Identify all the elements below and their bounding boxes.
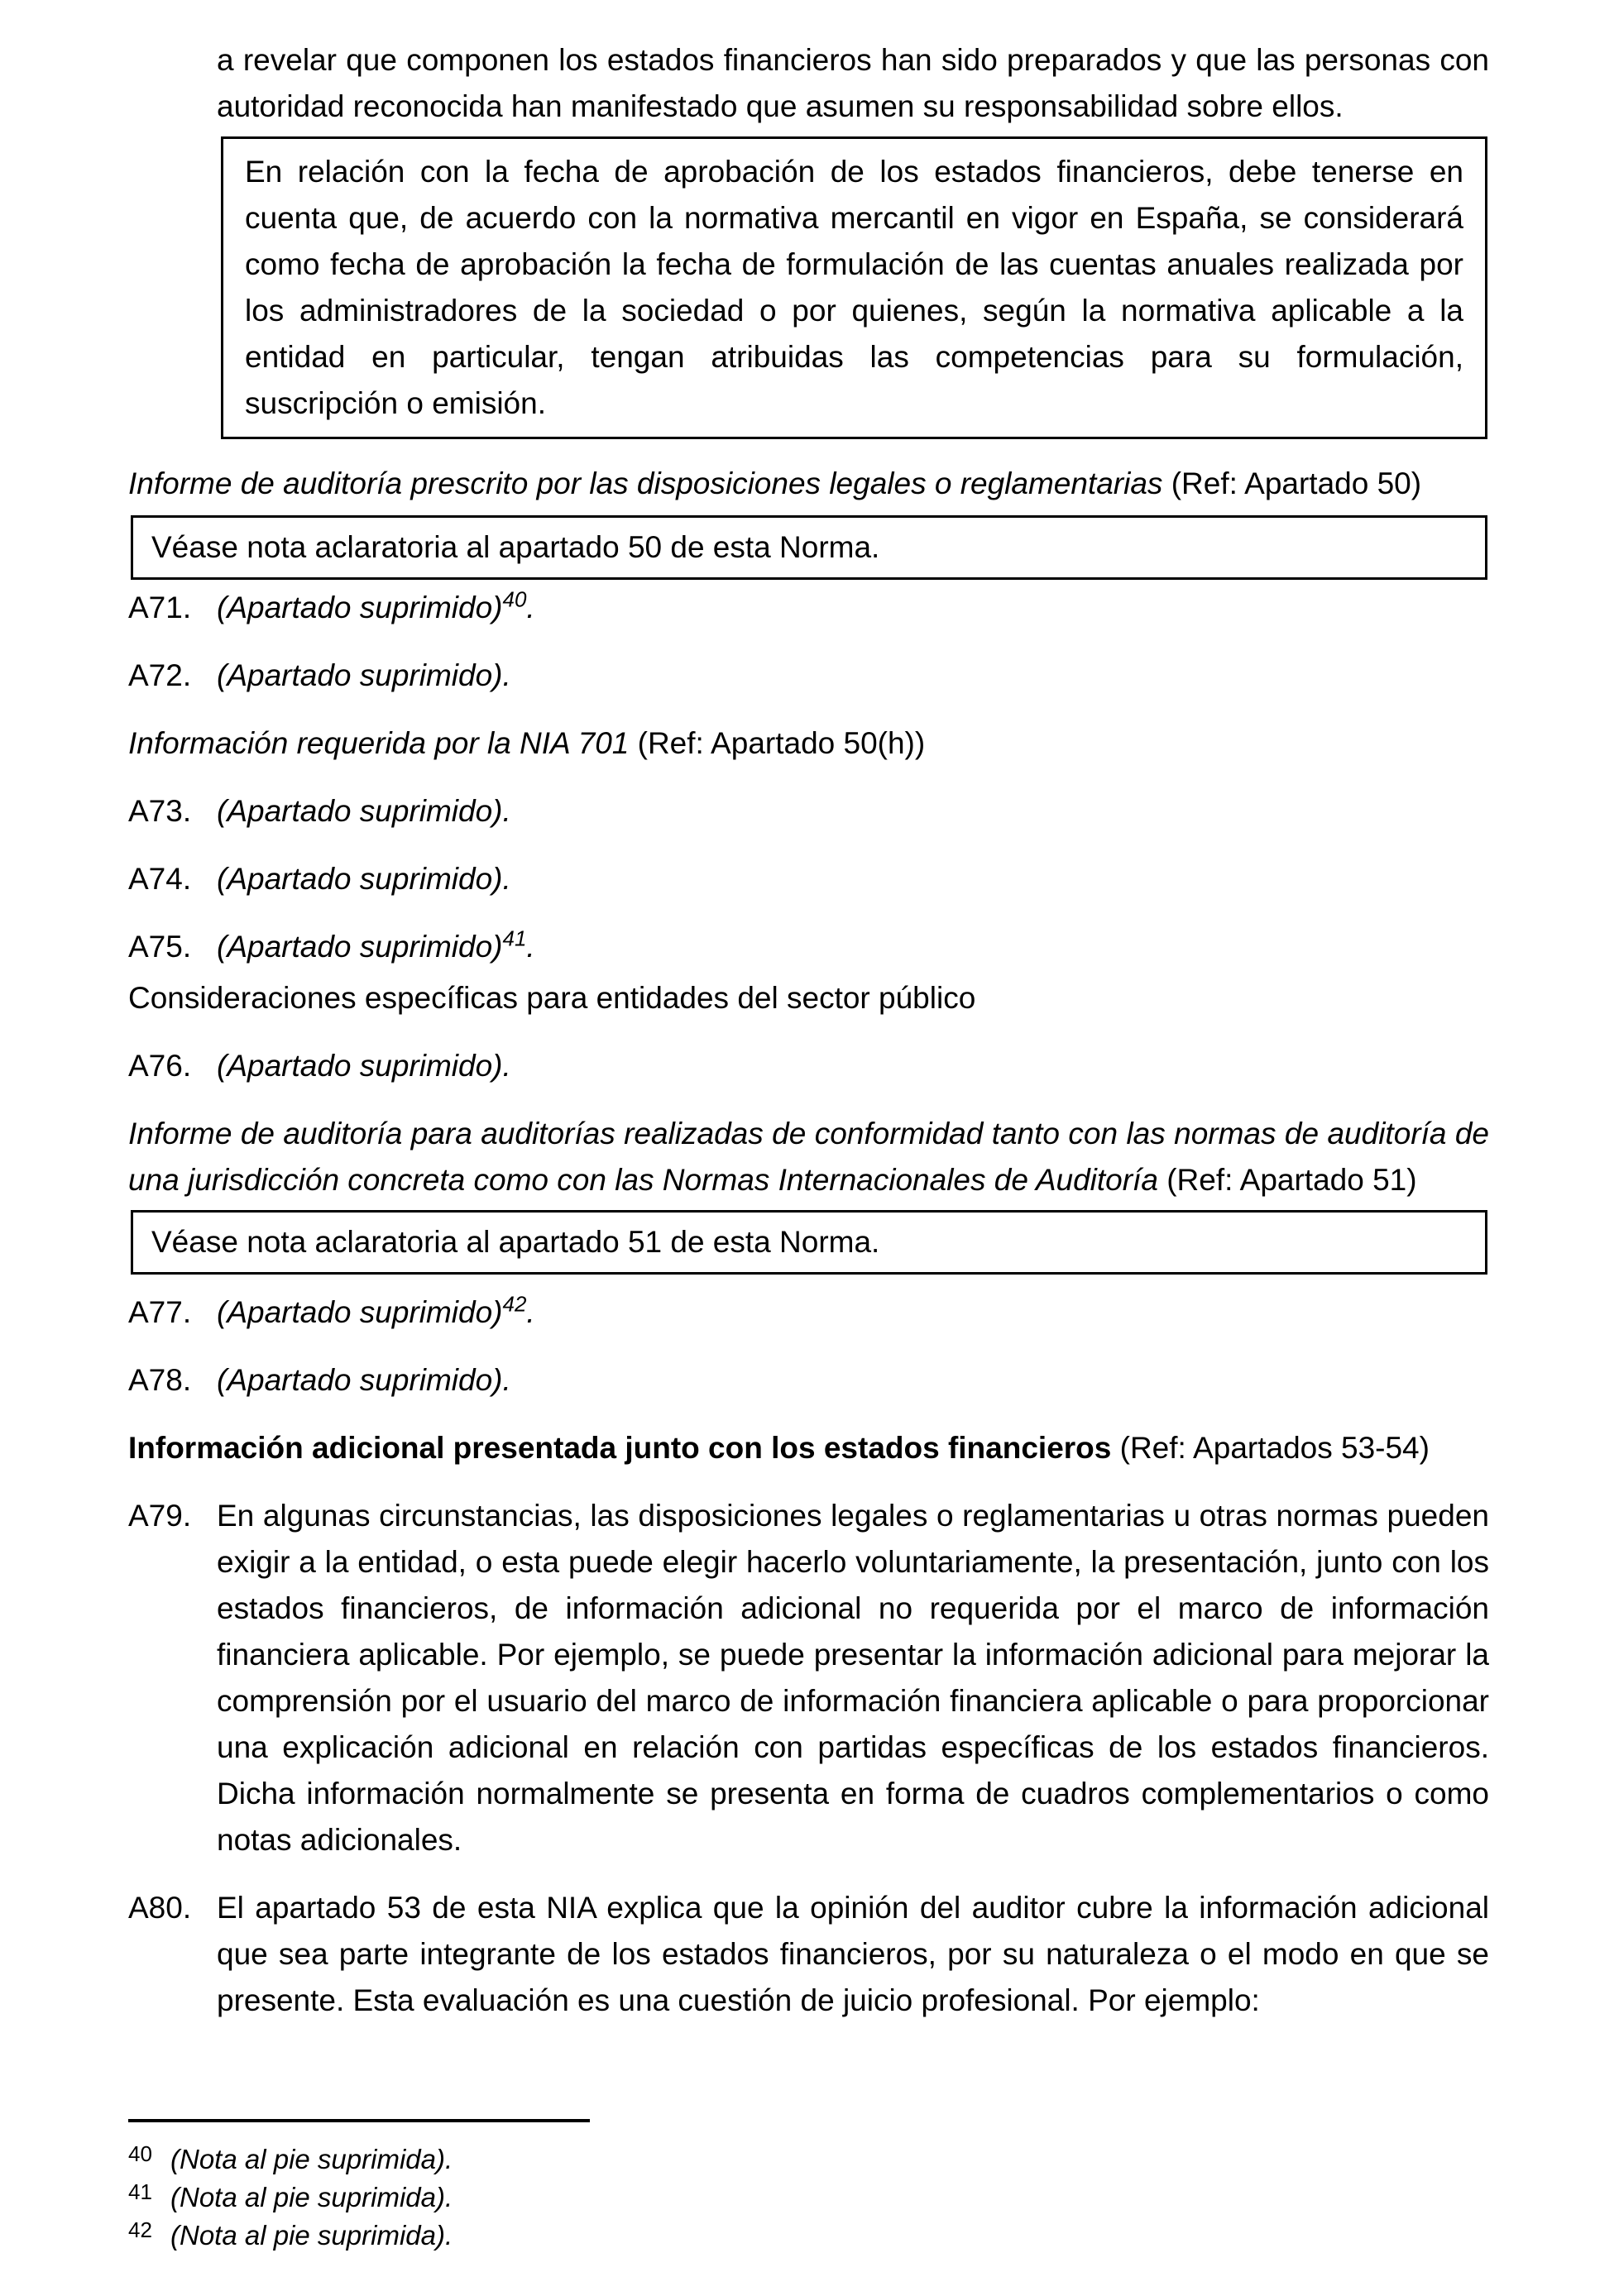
item-a73-label: A73. bbox=[128, 794, 192, 828]
item-a79-text: En algunas circunstancias, las disposiciones legales o reglamentarias u otras normas pueden exigir a la entidad, o esta puede elegir hacerlo voluntariamente, la presentación, junto con los estados financieros, de información adicional no requerida por el marco de información financiera aplicable. Por ejemplo, se puede presentar la información adicional para mejorar la comprensión por el usuario del marco de información financiera aplicable o para proporcionar una explicación adicional en relación con partidas específicas de los estados financieros. Dicha información normalmente se presenta en forma de cuadros complementarios o como notas adicionales. bbox=[217, 1499, 1489, 1857]
page-content bbox=[128, 37, 1489, 2024]
note-box-apartado-50-text: Véase nota aclaratoria al apartado 50 de esta Norma. bbox=[151, 530, 880, 564]
item-a77-label: A77. bbox=[128, 1295, 192, 1329]
item-a72 bbox=[128, 653, 1489, 699]
approval-date-note-text: En relación con la fecha de aprobación de los estados financieros, debe tenerse en cuenta que, de acuerdo con la normativa mercantil en vigor en España, se considerará como fecha de aprobación la fecha de formulación de las cuentas anuales realizada por los administradores de la sociedad o por quienes, según la normativa aplicable a la entidad en particular, tengan atribuidas las competencias para su formulación, suscripción o emisión. bbox=[245, 155, 1463, 420]
footnote-42-number: 42 bbox=[128, 2217, 152, 2242]
footnote-40-text: (Nota al pie suprimida). bbox=[170, 2144, 453, 2174]
item-a76-label: A76. bbox=[128, 1049, 192, 1083]
item-a77 bbox=[128, 1289, 1489, 1336]
item-a75-text: (Apartado suprimido) bbox=[217, 930, 503, 964]
continuation-paragraph-text: a revelar que componen los estados financieros han sido preparados y que las personas con autoridad reconocida han manifestado que asumen su responsabilidad sobre ellos. bbox=[217, 43, 1489, 123]
item-a75 bbox=[128, 924, 1489, 970]
heading-informacion-adicional-title: Información adicional presentada junto con los estados financieros bbox=[128, 1431, 1112, 1465]
heading-informacion-adicional bbox=[128, 1425, 1489, 1471]
item-a80-label: A80. bbox=[128, 1891, 192, 1925]
item-a80 bbox=[128, 1885, 1489, 2024]
item-a79-label: A79. bbox=[128, 1499, 192, 1533]
item-a74-label: A74. bbox=[128, 862, 192, 896]
item-a78 bbox=[128, 1357, 1489, 1404]
item-a71 bbox=[128, 585, 1489, 631]
footnote-40-number: 40 bbox=[128, 2141, 152, 2166]
item-a71-label: A71. bbox=[128, 591, 192, 624]
item-a79 bbox=[128, 1493, 1489, 1863]
footnote-42-text: (Nota al pie suprimida). bbox=[170, 2220, 453, 2251]
footnote-ref-41: 41 bbox=[502, 926, 527, 951]
subheading-sector-publico bbox=[128, 975, 1489, 1021]
item-a77-text: (Apartado suprimido) bbox=[217, 1295, 503, 1329]
footnote-40 bbox=[128, 2141, 1489, 2179]
footnote-41 bbox=[128, 2179, 1489, 2217]
item-a74 bbox=[128, 856, 1489, 902]
note-box-apartado-51-text: Véase nota aclaratoria al apartado 51 de esta Norma. bbox=[151, 1225, 880, 1259]
item-a77-period: . bbox=[526, 1295, 535, 1329]
item-a76 bbox=[128, 1043, 1489, 1089]
item-a78-label: A78. bbox=[128, 1363, 192, 1397]
subheading-sector-publico-text: Consideraciones específicas para entidades del sector público bbox=[128, 981, 976, 1015]
footnote-ref-42: 42 bbox=[502, 1291, 527, 1317]
heading-informe-conformidad bbox=[128, 1111, 1489, 1203]
footnotes-section bbox=[128, 2119, 1489, 2255]
heading-nia-701-ref: (Ref: Apartado 50(h)) bbox=[629, 726, 926, 760]
item-a78-text: (Apartado suprimido). bbox=[217, 1363, 511, 1397]
note-box-apartado-51 bbox=[131, 1210, 1487, 1275]
item-a76-text: (Apartado suprimido). bbox=[217, 1049, 511, 1083]
footnote-separator bbox=[128, 2119, 590, 2122]
item-a71-period: . bbox=[526, 591, 535, 624]
footnote-42 bbox=[128, 2217, 1489, 2255]
item-a80-text: El apartado 53 de esta NIA explica que la opinión del auditor cubre la información adicional que sea parte integrante de los estados financieros, por su naturaleza o el modo en que se presente. Esta evaluación es una cuestión de juicio profesional. Por ejemplo: bbox=[217, 1891, 1489, 2017]
footnote-ref-40: 40 bbox=[502, 586, 527, 612]
item-a72-label: A72. bbox=[128, 658, 192, 692]
item-a71-text: (Apartado suprimido) bbox=[217, 591, 503, 624]
item-a73-text: (Apartado suprimido). bbox=[217, 794, 511, 828]
heading-informe-conformidad-ref: (Ref: Apartado 51) bbox=[1157, 1163, 1417, 1197]
item-a72-text: (Apartado suprimido). bbox=[217, 658, 511, 692]
heading-informe-prescrito-ref: (Ref: Apartado 50) bbox=[1162, 466, 1422, 500]
item-a75-label: A75. bbox=[128, 930, 192, 964]
heading-informacion-adicional-ref: (Ref: Apartados 53-54) bbox=[1111, 1431, 1430, 1465]
footnote-41-text: (Nota al pie suprimida). bbox=[170, 2182, 453, 2212]
heading-informe-conformidad-title: Informe de auditoría para auditorías realizadas de conformidad tanto con las normas de auditoría de una jurisdicción concreta como con las Normas Internacionales de Auditoría bbox=[128, 1117, 1489, 1197]
note-box-apartado-50 bbox=[131, 515, 1487, 580]
continuation-paragraph bbox=[128, 37, 1489, 130]
approval-date-note-box bbox=[221, 136, 1487, 439]
item-a74-text: (Apartado suprimido). bbox=[217, 862, 511, 896]
heading-informe-prescrito bbox=[128, 461, 1489, 507]
heading-nia-701-title: Información requerida por la NIA 701 bbox=[128, 726, 630, 760]
heading-nia-701 bbox=[128, 720, 1489, 767]
item-a75-period: . bbox=[526, 930, 535, 964]
item-a73 bbox=[128, 788, 1489, 835]
heading-informe-prescrito-title: Informe de auditoría prescrito por las disposiciones legales o reglamentarias bbox=[128, 466, 1163, 500]
footnote-41-number: 41 bbox=[128, 2179, 152, 2204]
